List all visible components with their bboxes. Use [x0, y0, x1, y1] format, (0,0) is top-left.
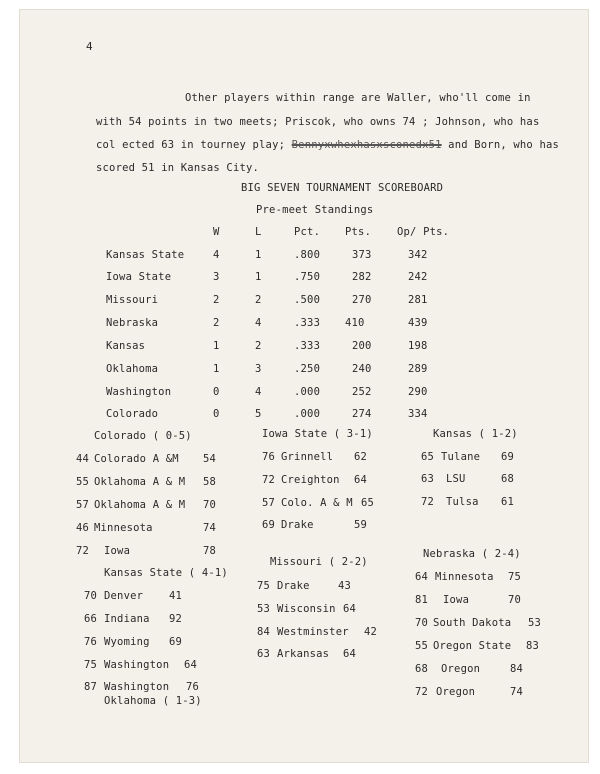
- standings-team: Missouri: [106, 294, 159, 306]
- standings-l: 4: [255, 386, 262, 398]
- standings-w: 3: [213, 271, 220, 283]
- result-opponent: Arkansas: [277, 648, 330, 660]
- results-header: Iowa State ( 3-1): [262, 428, 373, 440]
- result-score-a: 55: [76, 476, 90, 488]
- result-score-a: 63: [421, 473, 435, 485]
- result-opponent: Westminster: [277, 626, 349, 638]
- paragraph-line-3-end: and Born, who has: [441, 139, 560, 151]
- paragraph-line-3-start: col ected 63 in tourney play;: [96, 139, 286, 151]
- standings-w: 0: [213, 408, 220, 420]
- standings-w: 2: [213, 294, 220, 306]
- result-opponent: Oklahoma A & M: [94, 499, 186, 511]
- result-score-b: 76: [186, 681, 200, 693]
- result-score-a: 75: [257, 580, 271, 592]
- result-opponent: Oregon: [441, 663, 481, 675]
- result-score-a: 76: [262, 451, 276, 463]
- result-opponent: Oregon: [436, 686, 476, 698]
- result-opponent: Washington: [104, 681, 170, 693]
- standings-team: Kansas: [106, 340, 146, 352]
- result-score-a: 46: [76, 522, 90, 534]
- result-opponent: Drake: [281, 519, 314, 531]
- result-score-b: 74: [203, 522, 217, 534]
- standings-team: Kansas State: [106, 249, 185, 261]
- result-score-a: 84: [257, 626, 271, 638]
- result-opponent: Washington: [104, 659, 170, 671]
- result-opponent: Indiana: [104, 613, 150, 625]
- standings-l: 1: [255, 271, 262, 283]
- standings-pts: 252: [352, 386, 372, 398]
- results-header: Nebraska ( 2-4): [423, 548, 521, 560]
- result-score-b: 54: [203, 453, 217, 465]
- result-score-b: 68: [501, 473, 515, 485]
- header-op-pts: Op/ Pts.: [397, 226, 450, 238]
- scoreboard-title: BIG SEVEN TOURNAMENT SCOREBOARD: [241, 182, 444, 194]
- page-number: 4: [86, 40, 93, 53]
- result-score-a: 64: [415, 571, 429, 583]
- result-score-a: 72: [421, 496, 435, 508]
- standings-team: Colorado: [106, 408, 159, 420]
- standings-w: 0: [213, 386, 220, 398]
- result-score-b: 69: [169, 636, 183, 648]
- result-score-a: 57: [262, 497, 276, 509]
- standings-op-pts: 242: [408, 271, 428, 283]
- result-opponent: Colo. A & M: [281, 497, 353, 509]
- result-opponent: South Dakota: [433, 617, 512, 629]
- standings-op-pts: 334: [408, 408, 428, 420]
- result-score-a: 70: [84, 590, 98, 602]
- result-score-a: 81: [415, 594, 429, 606]
- result-opponent: Oklahoma A & M: [94, 476, 186, 488]
- result-opponent: Tulane: [441, 451, 481, 463]
- standings-op-pts: 289: [408, 363, 428, 375]
- result-score-a: 69: [262, 519, 276, 531]
- header-l: L: [255, 226, 262, 238]
- results-header: Kansas State ( 4-1): [104, 567, 228, 579]
- result-score-a: 72: [76, 545, 90, 557]
- standings-team: Oklahoma: [106, 363, 159, 375]
- result-score-a: 72: [415, 686, 429, 698]
- result-opponent: Wisconsin: [277, 603, 336, 615]
- standings-w: 2: [213, 317, 220, 329]
- standings-l: 3: [255, 363, 262, 375]
- result-score-a: 44: [76, 453, 90, 465]
- results-header: Kansas ( 1-2): [433, 428, 518, 440]
- result-score-a: 57: [76, 499, 90, 511]
- standings-pts: 373: [352, 249, 372, 261]
- results-header-oklahoma: Oklahoma ( 1-3): [104, 695, 202, 707]
- result-score-a: 70: [415, 617, 429, 629]
- result-opponent: Creighton: [281, 474, 340, 486]
- result-score-a: 63: [257, 648, 271, 660]
- result-score-b: 70: [508, 594, 522, 606]
- result-score-a: 72: [262, 474, 276, 486]
- results-header: Missouri ( 2-2): [270, 556, 368, 568]
- result-score-a: 55: [415, 640, 429, 652]
- header-pct: Pct.: [294, 226, 321, 238]
- standings-team: Iowa State: [106, 271, 172, 283]
- result-score-b: 42: [364, 626, 378, 638]
- standings-w: 4: [213, 249, 220, 261]
- standings-team: Nebraska: [106, 317, 159, 329]
- struck-text: Bennyxwhexhasxsconedx51: [291, 139, 442, 151]
- standings-pct: .333: [294, 340, 321, 352]
- result-opponent: Minnesota: [94, 522, 153, 534]
- standings-pts: 270: [352, 294, 372, 306]
- result-score-b: 84: [510, 663, 524, 675]
- result-opponent: Iowa: [104, 545, 131, 557]
- standings-w: 1: [213, 363, 220, 375]
- result-score-a: 68: [415, 663, 429, 675]
- result-score-b: 41: [169, 590, 183, 602]
- result-opponent: Tulsa: [446, 496, 479, 508]
- standings-op-pts: 290: [408, 386, 428, 398]
- paragraph-line-1: Other players within range are Waller, who'll come in: [185, 92, 531, 104]
- result-opponent: Colorado A &M: [94, 453, 179, 465]
- result-score-b: 83: [526, 640, 540, 652]
- result-score-b: 92: [169, 613, 183, 625]
- result-score-a: 76: [84, 636, 98, 648]
- result-score-b: 53: [528, 617, 542, 629]
- result-score-a: 53: [257, 603, 271, 615]
- result-score-b: 69: [501, 451, 515, 463]
- paragraph-line-4: scored 51 in Kansas City.: [96, 162, 260, 174]
- result-score-a: 66: [84, 613, 98, 625]
- standings-pct: .500: [294, 294, 321, 306]
- result-score-b: 78: [203, 545, 217, 557]
- result-score-b: 58: [203, 476, 217, 488]
- header-w: W: [213, 226, 220, 238]
- result-score-b: 64: [354, 474, 368, 486]
- standings-op-pts: 342: [408, 249, 428, 261]
- result-score-b: 65: [361, 497, 375, 509]
- standings-op-pts: 439: [408, 317, 428, 329]
- standings-op-pts: 281: [408, 294, 428, 306]
- standings-pct: .000: [294, 408, 321, 420]
- result-score-a: 87: [84, 681, 98, 693]
- standings-pct: .800: [294, 249, 321, 261]
- standings-pts: 410: [345, 317, 365, 329]
- standings-l: 2: [255, 294, 262, 306]
- result-score-b: 62: [354, 451, 368, 463]
- result-score-b: 64: [343, 603, 357, 615]
- standings-pct: .750: [294, 271, 321, 283]
- result-opponent: Oregon State: [433, 640, 512, 652]
- result-opponent: Wyoming: [104, 636, 150, 648]
- result-score-b: 75: [508, 571, 522, 583]
- standings-l: 1: [255, 249, 262, 261]
- paragraph-line-2: with 54 points in two meets; Priscok, who owns 74 ; Johnson, who has: [96, 116, 540, 128]
- standings-l: 4: [255, 317, 262, 329]
- standings-w: 1: [213, 340, 220, 352]
- standings-pct: .000: [294, 386, 321, 398]
- result-score-b: 64: [343, 648, 357, 660]
- standings-team: Washington: [106, 386, 172, 398]
- standings-pts: 200: [352, 340, 372, 352]
- result-score-b: 70: [203, 499, 217, 511]
- result-opponent: Minnesota: [435, 571, 494, 583]
- paragraph-line-3: [96, 139, 559, 151]
- standings-l: 2: [255, 340, 262, 352]
- result-opponent: Drake: [277, 580, 310, 592]
- standings-pts: 240: [352, 363, 372, 375]
- scoreboard-subtitle: Pre-meet Standings: [256, 204, 374, 216]
- header-pts: Pts.: [345, 226, 372, 238]
- result-score-a: 65: [421, 451, 435, 463]
- result-score-a: 75: [84, 659, 98, 671]
- standings-pts: 274: [352, 408, 372, 420]
- result-score-b: 43: [338, 580, 352, 592]
- result-opponent: Iowa: [443, 594, 470, 606]
- standings-pts: 282: [352, 271, 372, 283]
- standings-pct: .250: [294, 363, 321, 375]
- result-score-b: 59: [354, 519, 368, 531]
- result-score-b: 61: [501, 496, 515, 508]
- result-opponent: Denver: [104, 590, 144, 602]
- standings-op-pts: 198: [408, 340, 428, 352]
- result-score-b: 74: [510, 686, 524, 698]
- standings-pct: .333: [294, 317, 321, 329]
- result-score-b: 64: [184, 659, 198, 671]
- standings-l: 5: [255, 408, 262, 420]
- results-header: Colorado ( 0-5): [94, 430, 192, 442]
- result-opponent: Grinnell: [281, 451, 334, 463]
- result-opponent: LSU: [446, 473, 466, 485]
